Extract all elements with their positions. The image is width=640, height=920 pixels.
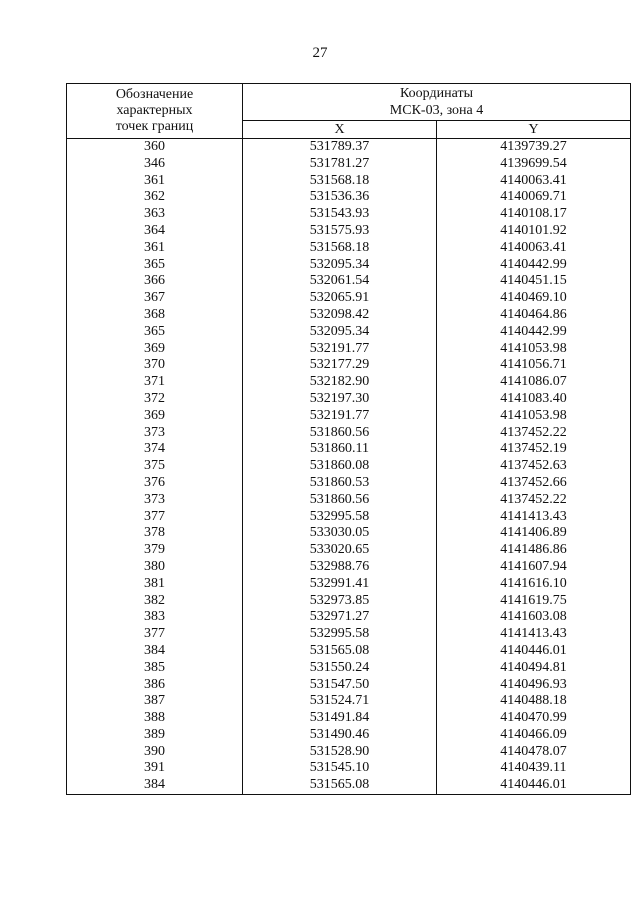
x-coordinate-cell: 532995.58 [243, 626, 437, 643]
point-id-cell: 382 [67, 593, 243, 610]
y-coordinate-cell: 4140069.71 [437, 189, 631, 206]
x-coordinate-cell: 532988.76 [243, 559, 437, 576]
page-number: 27 [312, 45, 328, 61]
x-coordinate-cell: 532065.91 [243, 290, 437, 307]
y-coordinate-cell: 4141486.86 [437, 542, 631, 559]
point-id-cell: 365 [67, 324, 243, 341]
point-id-cell: 372 [67, 391, 243, 408]
y-coordinate-cell: 4140439.11 [437, 760, 631, 777]
y-coordinate-cell: 4140488.18 [437, 693, 631, 710]
y-coordinate-cell: 4140063.41 [437, 240, 631, 257]
point-id-cell: 369 [67, 341, 243, 358]
x-coordinate-cell: 531491.84 [243, 710, 437, 727]
table-row [67, 576, 631, 593]
y-coordinate-cell: 4139699.54 [437, 156, 631, 173]
x-coordinate-cell: 531547.50 [243, 677, 437, 694]
y-coordinate-cell: 4140101.92 [437, 223, 631, 240]
table-row [67, 727, 631, 744]
point-designation-header-line3: точек границ [115, 119, 194, 134]
table-row [67, 206, 631, 223]
y-coordinate-cell: 4141413.43 [437, 626, 631, 643]
table-row [67, 677, 631, 694]
table-row [67, 189, 631, 206]
table-row [67, 509, 631, 526]
table-row [67, 609, 631, 626]
point-id-cell: 367 [67, 290, 243, 307]
table-row [67, 341, 631, 358]
y-coordinate-cell: 4137452.66 [437, 475, 631, 492]
x-coordinate-cell: 531545.10 [243, 760, 437, 777]
point-id-cell: 370 [67, 357, 243, 374]
point-id-cell: 346 [67, 156, 243, 173]
point-designation-header-line1: Обозначение [115, 87, 194, 102]
x-coordinate-cell: 531524.71 [243, 693, 437, 710]
y-coordinate-cell: 4137452.63 [437, 458, 631, 475]
table-row [67, 441, 631, 458]
y-coordinate-cell: 4140464.86 [437, 307, 631, 324]
table-row [67, 626, 631, 643]
y-coordinate-cell: 4137452.19 [437, 441, 631, 458]
y-coordinate-cell: 4140478.07 [437, 744, 631, 761]
point-id-cell: 389 [67, 727, 243, 744]
point-id-cell: 363 [67, 206, 243, 223]
y-coordinate-cell: 4139739.27 [437, 139, 631, 156]
table-row [67, 307, 631, 324]
x-column-header: X [243, 121, 437, 139]
table-row [67, 257, 631, 274]
x-coordinate-cell: 532191.77 [243, 341, 437, 358]
y-coordinate-cell: 4140466.09 [437, 727, 631, 744]
table-row [67, 559, 631, 576]
y-coordinate-cell: 4137452.22 [437, 492, 631, 509]
point-id-cell: 373 [67, 425, 243, 442]
x-coordinate-cell: 531536.36 [243, 189, 437, 206]
x-coordinate-cell: 531781.27 [243, 156, 437, 173]
point-id-cell: 373 [67, 492, 243, 509]
table-row [67, 492, 631, 509]
x-coordinate-cell: 532061.54 [243, 273, 437, 290]
y-coordinate-cell: 4140446.01 [437, 777, 631, 794]
table-row [67, 374, 631, 391]
y-coordinate-cell: 4141616.10 [437, 576, 631, 593]
x-coordinate-cell: 532098.42 [243, 307, 437, 324]
table-row [67, 693, 631, 710]
table-row [67, 324, 631, 341]
point-id-cell: 362 [67, 189, 243, 206]
x-coordinate-cell: 531565.08 [243, 777, 437, 794]
x-coordinate-cell: 531575.93 [243, 223, 437, 240]
table-row [67, 223, 631, 240]
table-row [67, 660, 631, 677]
table-row [67, 643, 631, 660]
x-coordinate-cell: 531860.08 [243, 458, 437, 475]
y-coordinate-cell: 4141083.40 [437, 391, 631, 408]
x-coordinate-cell: 532973.85 [243, 593, 437, 610]
point-id-cell: 391 [67, 760, 243, 777]
point-id-cell: 365 [67, 257, 243, 274]
point-id-cell: 388 [67, 710, 243, 727]
y-column-header: Y [437, 121, 631, 139]
table-row [67, 760, 631, 777]
coordinates-table [66, 83, 631, 795]
table-row [67, 357, 631, 374]
table-row [67, 777, 631, 794]
point-id-cell: 378 [67, 525, 243, 542]
point-id-cell: 361 [67, 240, 243, 257]
table-row [67, 156, 631, 173]
x-coordinate-cell: 531490.46 [243, 727, 437, 744]
x-coordinate-cell: 531528.90 [243, 744, 437, 761]
table-row [67, 173, 631, 190]
point-id-cell: 369 [67, 408, 243, 425]
point-id-cell: 364 [67, 223, 243, 240]
point-id-cell: 360 [67, 139, 243, 156]
table-row [67, 290, 631, 307]
table-row [67, 391, 631, 408]
x-coordinate-cell: 532191.77 [243, 408, 437, 425]
table-row [67, 408, 631, 425]
point-id-cell: 380 [67, 559, 243, 576]
y-coordinate-cell: 4140470.99 [437, 710, 631, 727]
point-id-cell: 384 [67, 777, 243, 794]
coordinates-header [243, 84, 631, 121]
table-row [67, 744, 631, 761]
x-coordinate-cell: 532182.90 [243, 374, 437, 391]
point-id-cell: 366 [67, 273, 243, 290]
table-row [67, 273, 631, 290]
point-id-cell: 375 [67, 458, 243, 475]
table-row [67, 475, 631, 492]
table-row [67, 542, 631, 559]
point-id-cell: 387 [67, 693, 243, 710]
point-id-cell: 361 [67, 173, 243, 190]
table-row [67, 240, 631, 257]
point-id-cell: 390 [67, 744, 243, 761]
coordinates-table-body [67, 139, 631, 795]
y-coordinate-cell: 4141086.07 [437, 374, 631, 391]
coordinates-header-line2: МСК-03, зона 4 [389, 103, 484, 118]
table-row [67, 593, 631, 610]
table-row [67, 425, 631, 442]
x-coordinate-cell: 531568.18 [243, 240, 437, 257]
x-coordinate-cell: 531860.11 [243, 441, 437, 458]
point-designation-header-line2: характерных [116, 103, 193, 118]
point-id-cell: 377 [67, 626, 243, 643]
table-row [67, 458, 631, 475]
point-id-cell: 377 [67, 509, 243, 526]
x-coordinate-cell: 532095.34 [243, 257, 437, 274]
x-coordinate-cell: 532991.41 [243, 576, 437, 593]
y-coordinate-cell: 4141603.08 [437, 609, 631, 626]
x-coordinate-cell: 532995.58 [243, 509, 437, 526]
y-coordinate-cell: 4141413.43 [437, 509, 631, 526]
x-coordinate-cell: 532177.29 [243, 357, 437, 374]
y-coordinate-cell: 4137452.22 [437, 425, 631, 442]
x-coordinate-cell: 533020.65 [243, 542, 437, 559]
y-coordinate-cell: 4141053.98 [437, 408, 631, 425]
table-row [67, 525, 631, 542]
point-id-cell: 374 [67, 441, 243, 458]
point-id-cell: 376 [67, 475, 243, 492]
x-coordinate-cell: 531860.56 [243, 492, 437, 509]
y-coordinate-cell: 4140496.93 [437, 677, 631, 694]
y-coordinate-cell: 4140451.15 [437, 273, 631, 290]
point-id-cell: 381 [67, 576, 243, 593]
x-coordinate-cell: 532971.27 [243, 609, 437, 626]
point-designation-header [67, 84, 243, 139]
point-id-cell: 379 [67, 542, 243, 559]
x-coordinate-cell: 532197.30 [243, 391, 437, 408]
x-coordinate-cell: 531789.37 [243, 139, 437, 156]
x-coordinate-cell: 533030.05 [243, 525, 437, 542]
y-coordinate-cell: 4140442.99 [437, 257, 631, 274]
x-coordinate-cell: 531543.93 [243, 206, 437, 223]
y-coordinate-cell: 4141406.89 [437, 525, 631, 542]
x-coordinate-cell: 531565.08 [243, 643, 437, 660]
table-row [67, 710, 631, 727]
y-coordinate-cell: 4140469.10 [437, 290, 631, 307]
x-coordinate-cell: 532095.34 [243, 324, 437, 341]
y-coordinate-cell: 4140494.81 [437, 660, 631, 677]
y-coordinate-cell: 4141056.71 [437, 357, 631, 374]
point-id-cell: 384 [67, 643, 243, 660]
point-id-cell: 371 [67, 374, 243, 391]
x-coordinate-cell: 531860.53 [243, 475, 437, 492]
x-coordinate-cell: 531568.18 [243, 173, 437, 190]
y-coordinate-cell: 4140063.41 [437, 173, 631, 190]
y-coordinate-cell: 4140108.17 [437, 206, 631, 223]
y-coordinate-cell: 4141607.94 [437, 559, 631, 576]
point-id-cell: 383 [67, 609, 243, 626]
table-row [67, 139, 631, 156]
y-coordinate-cell: 4140442.99 [437, 324, 631, 341]
y-coordinate-cell: 4140446.01 [437, 643, 631, 660]
y-coordinate-cell: 4141053.98 [437, 341, 631, 358]
y-coordinate-cell: 4141619.75 [437, 593, 631, 610]
point-id-cell: 368 [67, 307, 243, 324]
x-coordinate-cell: 531550.24 [243, 660, 437, 677]
coordinates-header-line1: Координаты [400, 86, 473, 101]
x-coordinate-cell: 531860.56 [243, 425, 437, 442]
point-id-cell: 386 [67, 677, 243, 694]
point-id-cell: 385 [67, 660, 243, 677]
